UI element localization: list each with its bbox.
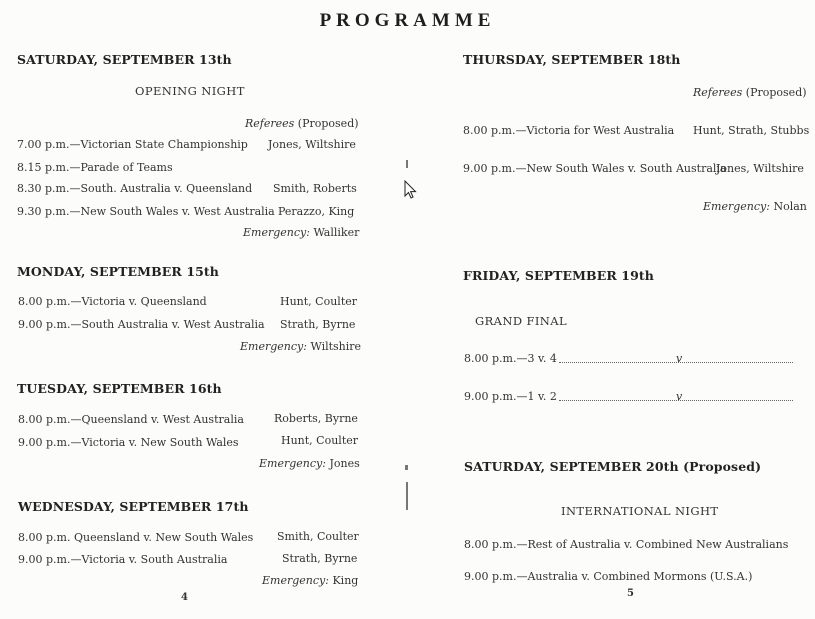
referees-note: (Proposed) <box>745 86 807 99</box>
referees-label: Referees <box>693 86 743 99</box>
emergency-name: Wiltshire <box>310 340 362 353</box>
opening-night-subheading: OPENING NIGHT <box>135 84 245 98</box>
blank-vs: v <box>676 352 683 365</box>
game-time: 8.00 p.m. <box>18 531 71 544</box>
game-referees: Smith, Roberts <box>273 182 357 195</box>
game-row <box>18 413 244 426</box>
game-row <box>464 538 788 551</box>
referees-header-left <box>245 117 359 130</box>
game-match: —New South Wales v. South Australia <box>515 162 727 175</box>
day-heading-thu18: THURSDAY, SEPTEMBER 18th <box>463 52 681 67</box>
emergency-line <box>243 226 359 239</box>
game-row <box>17 182 252 195</box>
game-referees: Hunt, Strath, Stubbs <box>693 124 810 137</box>
game-row <box>17 161 173 174</box>
game-match: —1 v. 2 <box>516 390 557 403</box>
mouse-pointer-icon <box>404 180 418 202</box>
emergency-name: King <box>332 574 359 587</box>
emergency-line <box>240 340 361 353</box>
game-match: —Victoria v. Queensland <box>70 295 207 308</box>
emergency-label: Emergency: <box>259 457 326 470</box>
game-match: Queensland v. New South Wales <box>73 531 254 544</box>
scan-speck <box>405 465 408 470</box>
referees-header-right <box>693 86 807 99</box>
emergency-line <box>259 457 360 470</box>
page-number-right: 5 <box>627 588 634 599</box>
day-heading-mon15: MONDAY, SEPTEMBER 15th <box>17 264 219 279</box>
game-match: —Victorian State Championship <box>69 138 248 151</box>
game-row <box>18 553 227 566</box>
day-heading-sat20 <box>464 459 761 474</box>
emergency-name: Walliker <box>313 226 360 239</box>
scan-speck <box>406 482 408 510</box>
game-match: —Queensland v. West Australia <box>70 413 244 426</box>
emergency-label: Emergency: <box>262 574 329 587</box>
game-row <box>464 352 557 365</box>
day-heading-sat13: SATURDAY, SEPTEMBER 13th <box>17 52 232 67</box>
game-time: 8.00 p.m. <box>18 413 71 426</box>
game-referees: Strath, Byrne <box>282 552 358 565</box>
game-row <box>18 295 207 308</box>
game-match: —3 v. 4 <box>516 352 557 365</box>
game-time: 9.00 p.m. <box>464 570 517 583</box>
scan-speck <box>406 160 408 168</box>
emergency-label: Emergency: <box>243 226 310 239</box>
game-referees: Strath, Byrne <box>280 318 356 331</box>
game-referees: Perazzo, King <box>278 205 355 218</box>
day-heading-fri19: FRIDAY, SEPTEMBER 19th <box>463 268 654 283</box>
game-time: 9.00 p.m. <box>18 553 71 566</box>
game-match: —Victoria v. South Australia <box>70 553 228 566</box>
game-row <box>463 124 674 137</box>
game-referees: Jones, Wiltshire <box>716 162 804 175</box>
game-referees: Hunt, Coulter <box>280 295 358 308</box>
game-match: —Rest of Australia v. Combined New Australians <box>516 538 789 551</box>
game-time: 9.00 p.m. <box>18 436 71 449</box>
emergency-name: Nolan <box>773 200 807 213</box>
game-referees: Hunt, Coulter <box>281 434 359 447</box>
international-night-subheading: INTERNATIONAL NIGHT <box>561 504 719 518</box>
game-row <box>463 162 727 175</box>
game-row <box>18 531 253 544</box>
blank-vs: v <box>676 390 683 403</box>
game-row <box>464 390 557 403</box>
game-time: 8.00 p.m. <box>464 352 517 365</box>
game-referees: Jones, Wiltshire <box>268 138 356 151</box>
day-heading-tue16: TUESDAY, SEPTEMBER 16th <box>17 381 222 396</box>
game-match: —Australia v. Combined Mormons (U.S.A.) <box>516 570 753 583</box>
page-number-left: 4 <box>181 592 188 603</box>
game-time: 8.30 p.m. <box>17 182 70 195</box>
emergency-line <box>703 200 807 213</box>
game-referees: Roberts, Byrne <box>274 412 358 425</box>
game-referees: Smith, Coulter <box>277 530 359 543</box>
game-row <box>17 205 275 218</box>
game-row <box>464 570 752 583</box>
game-match: —Parade of Teams <box>69 161 173 174</box>
game-match: —Victoria v. New South Wales <box>70 436 239 449</box>
page-title: PROGRAMME <box>319 10 496 31</box>
game-time: 8.00 p.m. <box>463 124 516 137</box>
referees-note: (Proposed) <box>297 117 359 130</box>
game-time: 9.00 p.m. <box>18 318 71 331</box>
game-match: —Victoria for West Australia <box>515 124 675 137</box>
game-time: 7.00 p.m. <box>17 138 70 151</box>
game-row <box>18 318 265 331</box>
game-row <box>18 436 239 449</box>
game-time: 8.00 p.m. <box>464 538 517 551</box>
game-time: 9.00 p.m. <box>464 390 517 403</box>
emergency-line <box>262 574 358 587</box>
referees-label: Referees <box>245 117 295 130</box>
game-time: 9.30 p.m. <box>17 205 70 218</box>
game-time: 9.00 p.m. <box>463 162 516 175</box>
grand-final-subheading: GRAND FINAL <box>475 314 568 328</box>
day-heading-text: SATURDAY, SEPTEMBER 20th <box>464 459 679 474</box>
game-time: 8.15 p.m. <box>17 161 70 174</box>
emergency-label: Emergency: <box>703 200 770 213</box>
game-row <box>17 138 248 151</box>
emergency-name: Jones <box>329 457 360 470</box>
game-time: 8.00 p.m. <box>18 295 71 308</box>
game-match: —New South Wales v. West Australia <box>69 205 275 218</box>
game-match: —South. Australia v. Queensland <box>69 182 253 195</box>
emergency-label: Emergency: <box>240 340 307 353</box>
day-heading-note: (Proposed) <box>683 459 762 474</box>
day-heading-wed17: WEDNESDAY, SEPTEMBER 17th <box>18 499 249 514</box>
game-match: —South Australia v. West Australia <box>70 318 265 331</box>
